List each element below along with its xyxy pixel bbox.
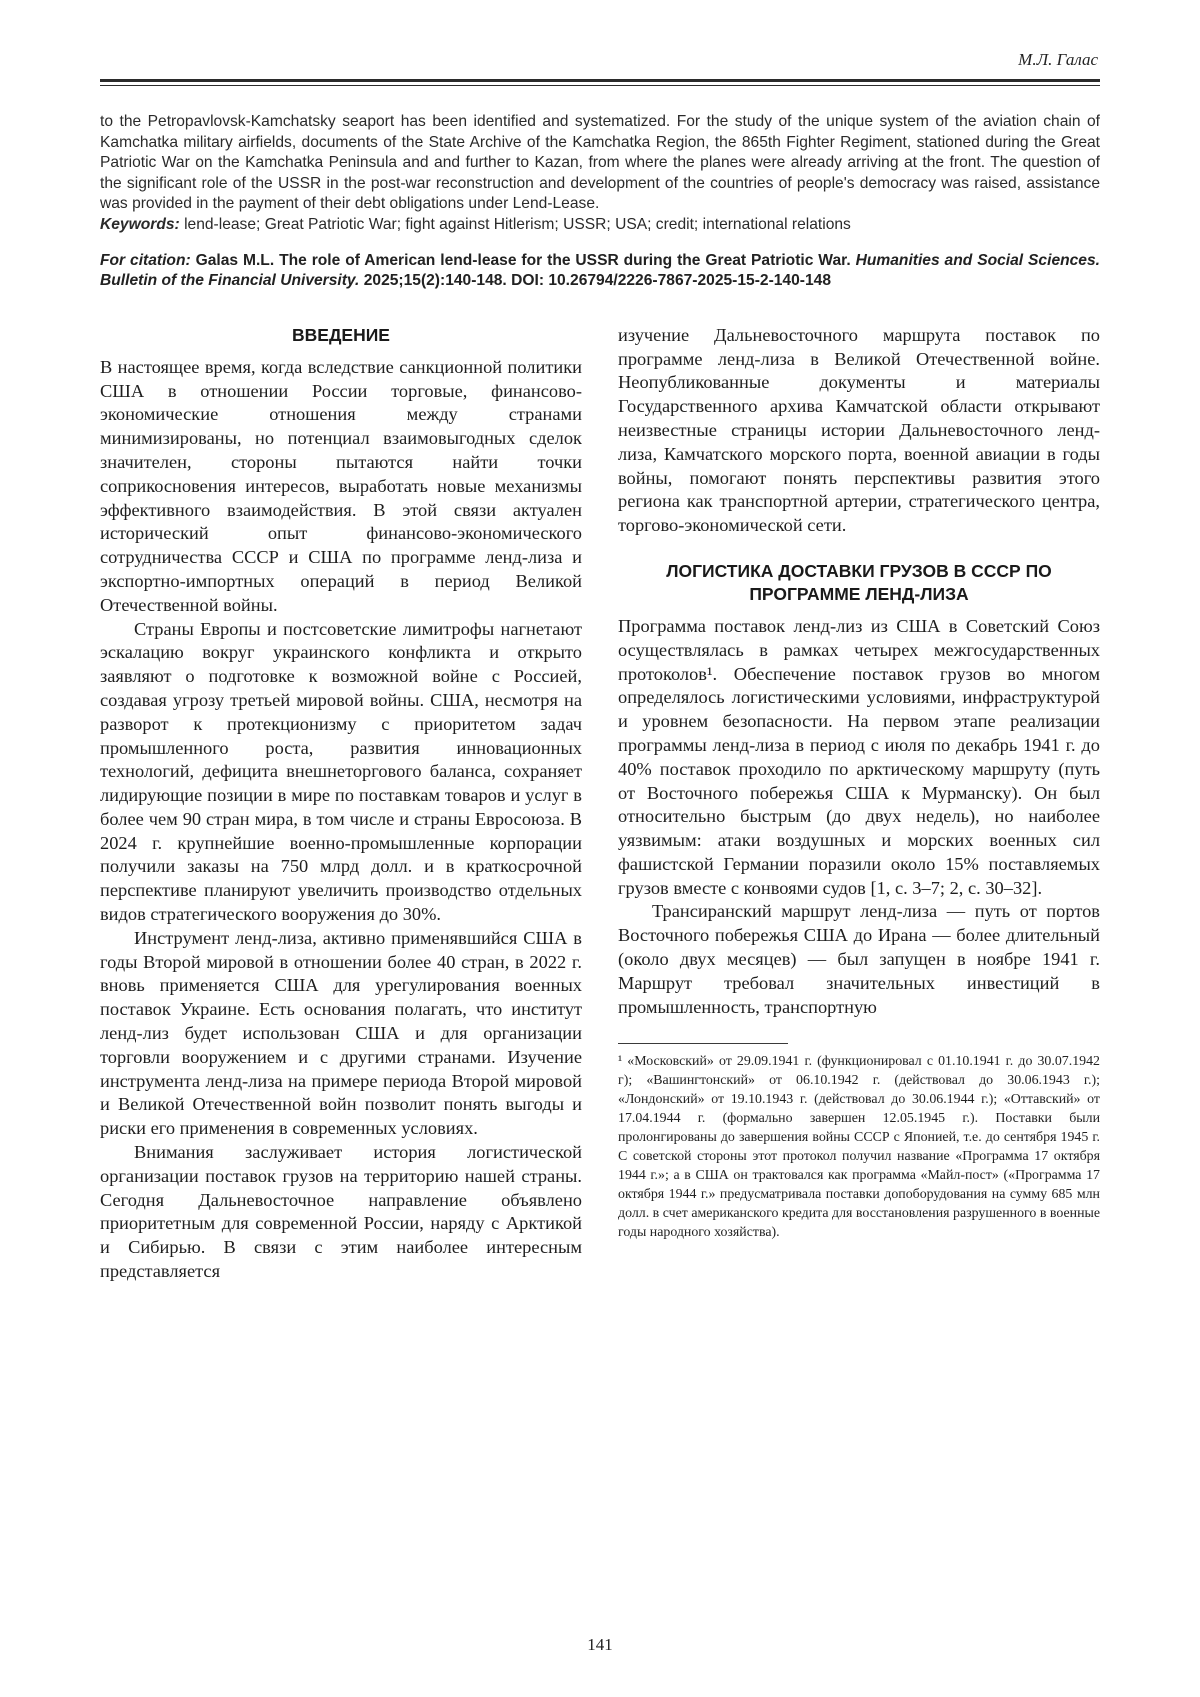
- footnote-text: ¹ «Московский» от 29.09.1941 г. (функционировал с 01.10.1941 г. до 30.07.1942 г); «Вашингтонский» от 06.10.1942 г. (действовал до 30.06.1943 г.); «Лондонский» от 19.10.1943 г. (действовал до 30.06.1944 г.); «Оттавский» от 17.04.1944 г. (формально завершен 12.05.1945 г.). Поставки были пролонгированы до завершения войны СССР с Японией, т.е. до сентября 1945 г. С советской стороны этот протокол получил название «Программа 17 октября 1944 г.»; а в США он трактовался как программа «Майл-пост» («Программа 17 октября 1944 г.» предусматривала поставки допоборудования на сумму 685 млн долл. в счет американского кредита для восстановления разрушенного в военные годы народного хозяйства).: [618, 1054, 1100, 1241]
- section-heading-logistics: ЛОГИСТИКА ДОСТАВКИ ГРУЗОВ В СССР ПО ПРОГРАММЕ ЛЕНД-ЛИЗА: [666, 560, 1052, 604]
- keywords-text: lend-lease; Great Patriotic War; fight against Hitlerism; USSR; USA; credit; international relations: [184, 215, 851, 233]
- body-paragraph: В настоящее время, когда вследствие санкционной политики США в отношении России торговые, финансово-экономические отношения между странами минимизированы, но потенциал взаимовыгодных сделок значителен, стороны пытаются найти точки соприкосновения интересов, выработать новые механизмы эффективного взаимодействия. В этой связи актуален исторический опыт финансово-экономического сотрудничества СССР и США по программе ленд-лиза и экспортно-импортных операций в период Великой Отечественной войны.: [100, 356, 582, 615]
- citation-label: For citation:: [100, 251, 191, 269]
- keywords-line: [100, 215, 1100, 236]
- abstract-text: to the Petropavlovsk-Kamchatsky seaport has been identified and systematized. For the study of the unique system of the aviation chain of Kamchatka military airfields, documents of the State Archive of the Kamchatka Region, the 865th Fighter Regiment, stationed during the Great Patriotic War on the Kamchatka Peninsula and and further to Kazan, from where the planes were already arriving at the front. The question of the significant role of the USSR in the post-war reconstruction and development of the countries of people's democracy was raised, assistance was provided in the payment of their debt obligations under Lend-Lease.: [100, 113, 1100, 213]
- page-header: [100, 50, 1100, 86]
- citation-line: [100, 251, 1100, 292]
- running-head-author: М.Л. Галас: [1018, 50, 1098, 69]
- body-paragraph: Инструмент ленд-лиза, активно применявшийся США в годы Второй мировой в отношении более 40 стран, в 2022 г. вновь применяется США для урегулирования военных поставок Украине. Есть основания полагать, что институт ленд-лиз будет использован США и для организации торговли вооружением и с другими странами. Изучение инструмента ленд-лиза на примере периода Второй мировой и Великой Отечественной войн позволит понять выгоды и риски его применения в современных условиях.: [100, 927, 582, 1139]
- body-paragraph: Страны Европы и постсоветские лимитрофы нагнетают эскалацию вокруг украинского конфликта и открыто заявляют о подготовке к возможной войне с Россией, создавая угрозу третьей мировой войны. США, несмотря на разворот к протекционизму с приоритетом задач промышленного роста, развития инновационных технологий, дефицита внешнеторгового баланса, сохраняет лидирующие позиции в мире по поставкам товаров и услуг в более чем 90 стран мира, в том числе и страны Евросоюза. В 2024 г. крупнейшие военно-промышленные корпорации получили заказы на 750 млрд долл. и в краткосрочной перспективе планируют увеличить производство отдельных видов стратегического вооружения до 30%.: [100, 618, 582, 925]
- citation-tail: 2025;15(2):140-148. DOI: 10.26794/2226-7867-2025-15-2-140-148: [363, 272, 831, 290]
- keywords-label: Keywords:: [100, 215, 180, 233]
- footnote-separator-rule: [618, 1043, 788, 1044]
- body-paragraph: Трансиранский маршрут ленд-лиза — путь от портов Восточного побережья США до Ирана — более длительный (около двух месяцев) — был запущен в ноябре 1941 г. Маршрут требовал значительных инвестиций в промышленность, транспортную: [618, 901, 1100, 1017]
- two-column-body: [100, 324, 1100, 1284]
- section-heading-introduction: ВВЕДЕНИЕ: [292, 324, 390, 345]
- body-paragraph-continuation: изучение Дальневосточного маршрута поставок по программе ленд-лиза в Великой Отечественной войне. Неопубликованные документы и материалы Государственного архива Камчатской области открывают неизвестные страницы истории Дальневосточного ленд-лиза, Камчатского морского порта, военной авиации в годы войны, помогают понять перспективы развития этого региона как транспортной артерии, стратегического центра, торгово-экономической сети.: [618, 324, 1100, 536]
- left-column: [100, 324, 582, 1284]
- body-paragraph: Программа поставок ленд-лиз из США в Советский Союз осуществлялась в рамках четырех межгосударственных протоколов¹. Обеспечение поставок грузов во многом определялось логистическими условиями, инфраструктурой и уровнем безопасности. На первом этапе реализации программы ленд-лиза в период с июля по декабрь 1941 г. до 40% поставок проходило по арктическому маршруту (путь от Восточного побережья США к Мурманску). Он был относительно быстрым (до двух недель), но наиболее уязвимым: атаки воздушных и морских военных сил фашистской Германии поразили около 15% поставляемых грузов вместе с конвоями судов [1, с. 3–7; 2, с. 30–32].: [618, 615, 1100, 898]
- page-number: 141: [587, 1635, 613, 1654]
- right-column: [618, 324, 1100, 1284]
- citation-journal: Humanities and Social Sciences. Bulletin of the Financial University.: [100, 251, 1100, 290]
- abstract-block: [100, 112, 1100, 292]
- body-paragraph: Внимания заслуживает история логистической организации поставок грузов на территорию нашей страны. Сегодня Дальневосточное направление объявлено приоритетным для современной России, наряду с Арктикой и Сибирью. В связи с этим наиболее интересным представляется: [100, 1142, 582, 1282]
- citation-main: Galas M.L. The role of American lend-lease for the USSR during the Great Patriotic War.: [195, 251, 851, 269]
- header-double-rule: [100, 79, 1100, 86]
